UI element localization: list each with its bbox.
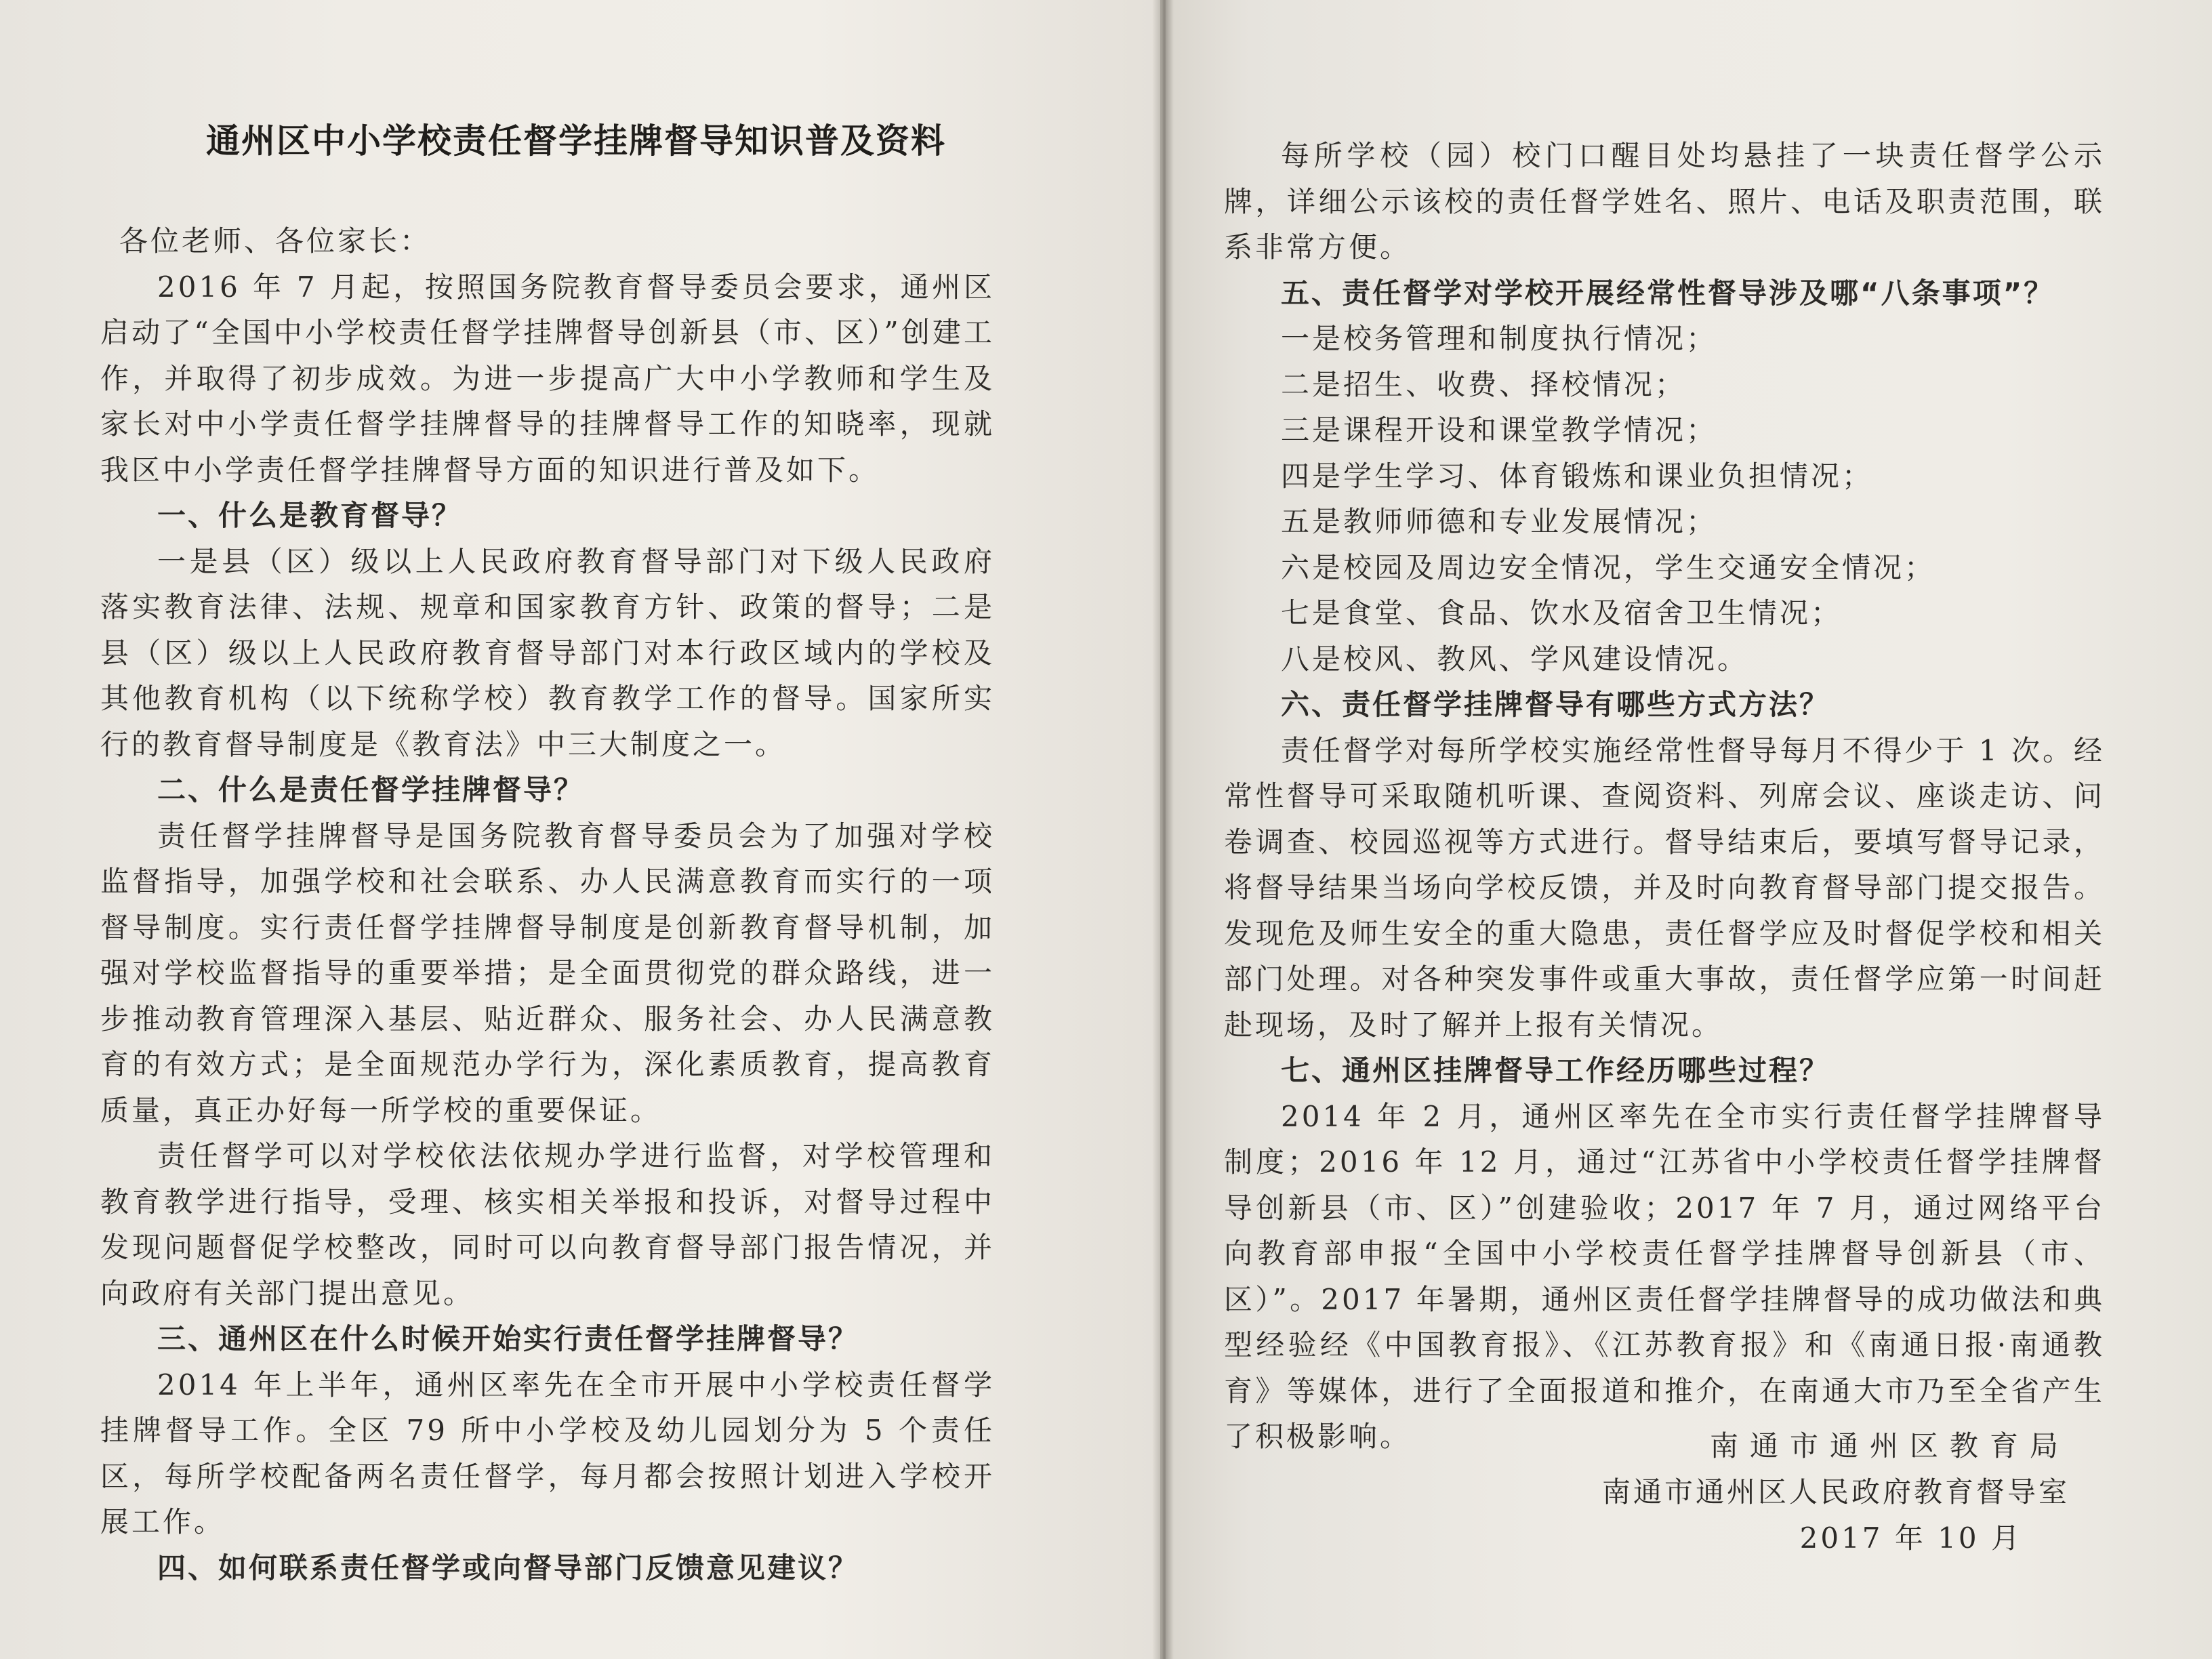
list-item: 三是课程开设和课堂教学情况； bbox=[1281, 413, 1718, 447]
section-heading-2: 二、什么是责任督学挂牌督导？ bbox=[157, 773, 585, 806]
section-heading-3: 三、通州区在什么时候开始实行责任督学挂牌督导？ bbox=[157, 1322, 859, 1355]
section-body-1: 一是县（区）级以上人民政府教育督导部门对下级人民政府落实教育法律、法规、规章和国家教育方针、政策的督导；二是县（区）级以上人民政府教育督导部门对本行政区域内的学校及其他教育机构（以下统称学校）教育教学工作的督导。国家所实行的教育督导制度是《教育法》中三大制度之一。 bbox=[100, 544, 995, 761]
section-body-2a: 责任督学挂牌督导是国务院教育督导委员会为了加强对学校监督指导，加强学校和社会联系、办人民满意教育而实行的一项督导制度。实行责任督学挂牌督导制度是创新教育督导机制，加强对学校监督指导的重要举措；是全面贯彻党的群众路线，进一步推动教育管理深入基层、贴近群众、服务社会、办人民满意教育的有效方式；是全面规范办学行为，深化素质教育，提高教育质量，真正办好每一所学校的重要保证。 bbox=[100, 819, 995, 1127]
right-column bbox=[1224, 133, 2105, 1460]
left-column bbox=[100, 218, 995, 1591]
list-item: 六是校园及周边安全情况，学生交通安全情况； bbox=[1281, 550, 1936, 584]
document-title: 通州区中小学校责任督学挂牌督导知识普及资料 bbox=[206, 121, 946, 161]
issuer-office: 南通市通州区人民政府教育督导室 bbox=[1601, 1475, 2070, 1509]
section-body-7: 2014 年 2 月，通州区率先在全市实行责任督学挂牌督导制度；2016 年 12 月，通过“江苏省中小学校责任督学挂牌督导创新县（市、区）”创建验收；2017 年 7 月，通过网络平台向教育部申报“全国中小学校责任督学挂牌督导创新县（市、区）”。2017 年暑期，通州区责任督学挂牌督导的成功做法和典型经验经《中国教育报》、《江苏教育报》和《南通日报·南通教育》等媒体，进行了全面报道和推介，在南通大市乃至全省产生了积极影响。 bbox=[1224, 1099, 2105, 1453]
list-item: 五是教师师德和专业发展情况； bbox=[1281, 505, 1718, 538]
issuer-bureau: 南通市通州区教育局 bbox=[1709, 1429, 2070, 1462]
signature-block bbox=[1555, 1423, 2070, 1561]
page-fold bbox=[1152, 0, 1174, 1659]
section-heading-5: 五、责任督学对学校开展经常性督导涉及哪“八条事项”？ bbox=[1281, 276, 2055, 310]
section-body-2b: 责任督学可以对学校依法依规办学进行监督，对学校管理和教育教学进行指导，受理、核实相关举报和投诉，对督导过程中发现问题督促学校整改，同时可以向教育督导部门报告情况，并向政府有关部门提出意见。 bbox=[100, 1139, 995, 1310]
list-item: 四是学生学习、体育锻炼和课业负担情况； bbox=[1281, 459, 1874, 493]
section-body-4: 每所学校（园）校门口醒目处均悬挂了一块责任督学公示牌，详细公示该校的责任督学姓名、照片、电话及职责范围，联系非常方便。 bbox=[1224, 139, 2105, 264]
section-body-3: 2014 年上半年，通州区率先在全市开展中小学校责任督学挂牌督导工作。全区 79 所中小学校及幼儿园划分为 5 个责任区，每所学校配备两名责任督学，每月都会按照计划进入学校开展工作。 bbox=[100, 1368, 995, 1538]
list-item: 一是校务管理和制度执行情况； bbox=[1281, 322, 1718, 355]
intro-paragraph: 2016 年 7 月起，按照国务院教育督导委员会要求，通州区启动了“全国中小学校责任督学挂牌督导创新县（市、区）”创建工作，并取得了初步成效。为进一步提高广大中小学教师和学生及家长对中小学责任督学挂牌督导的挂牌督导工作的知晓率，现就我区中小学责任督学挂牌督导方面的知识进行普及如下。 bbox=[100, 270, 995, 487]
list-item: 八是校风、教风、学风建设情况。 bbox=[1281, 642, 1749, 676]
salutation: 各位老师、各位家长： bbox=[119, 224, 432, 258]
list-item: 七是食堂、食品、饮水及宿舍卫生情况； bbox=[1281, 596, 1843, 630]
issue-date: 2017 年 10 月 bbox=[1799, 1521, 2022, 1555]
list-item: 二是招生、收费、择校情况； bbox=[1281, 367, 1687, 401]
section-heading-6: 六、责任督学挂牌督导有哪些方式方法？ bbox=[1281, 688, 1830, 721]
section-heading-4: 四、如何联系责任督学或向督导部门反馈意见建议？ bbox=[157, 1551, 859, 1584]
section-body-6: 责任督学对每所学校实施经常性督导每月不得少于 1 次。经常性督导可采取随机听课、查阅资料、列席会议、座谈走访、问卷调查、校园巡视等方式进行。督导结束后，要填写督导记录，将督导结果当场向学校反馈，并及时向教育督导部门提交报告。发现危及师生安全的重大隐患，责任督学应及时督促学校和相关部门处理。对各种突发事件或重大事故，责任督学应第一时间赶赴现场，及时了解并上报有关情况。 bbox=[1224, 733, 2105, 1042]
section-heading-1: 一、什么是教育督导？ bbox=[157, 499, 463, 532]
section-heading-7: 七、通州区挂牌督导工作经历哪些过程？ bbox=[1281, 1054, 1830, 1087]
